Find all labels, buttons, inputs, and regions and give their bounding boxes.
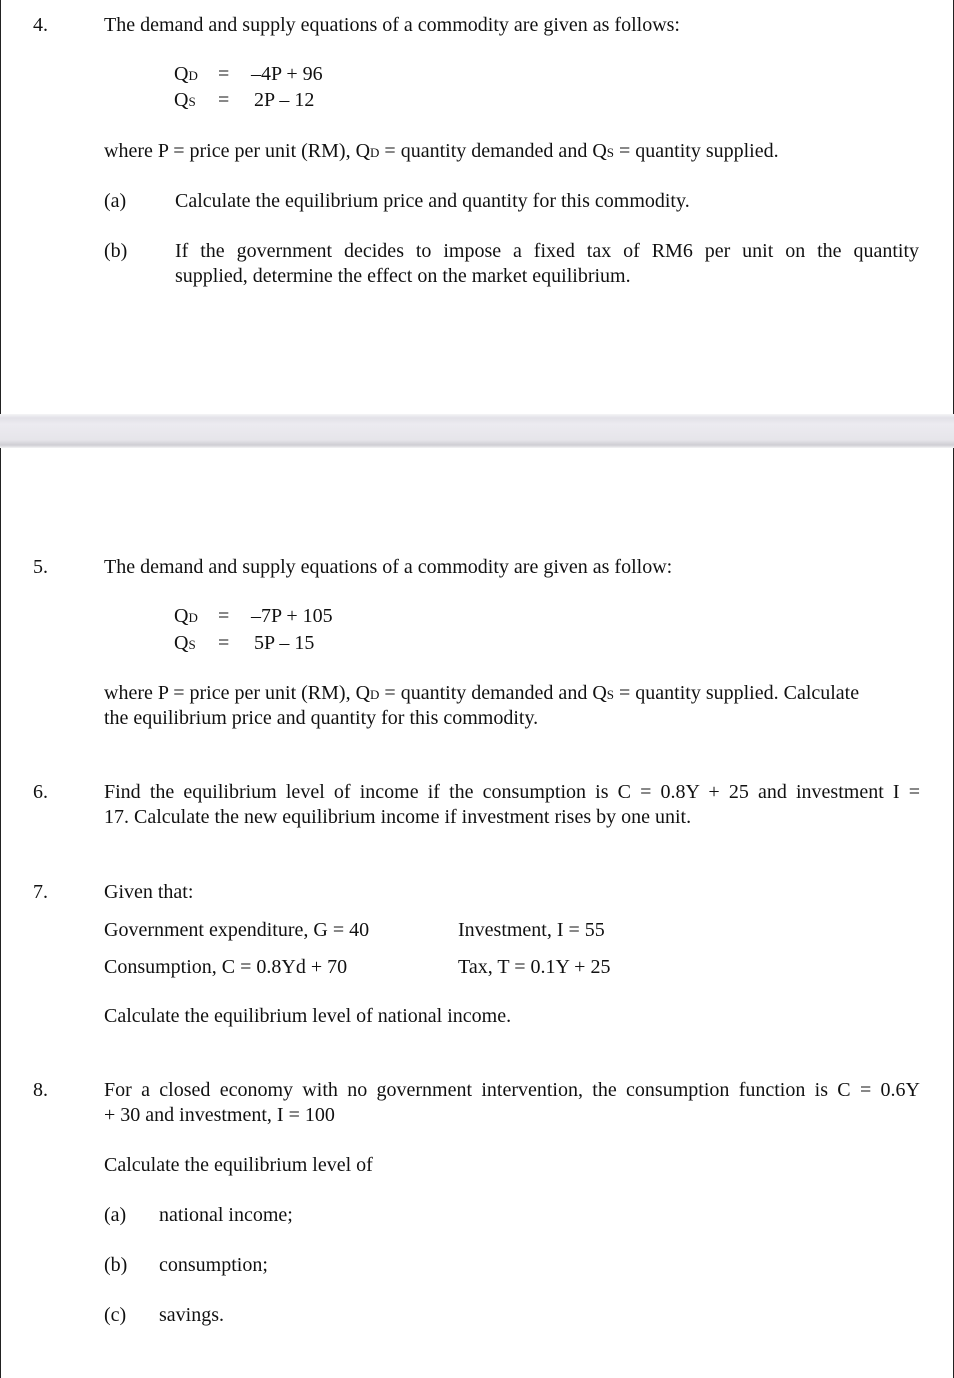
part-text: consumption; [159, 1254, 268, 1276]
given-investment: Investment, I = 55 [458, 919, 605, 941]
equation-demand [174, 604, 198, 630]
eq-sub: S [188, 637, 196, 652]
part-label: (a) [104, 190, 127, 212]
eq-lhs: Q [174, 632, 189, 654]
eq-lhs: Q [174, 605, 189, 627]
page-break [0, 414, 954, 448]
question-intro: The demand and supply equations of a commodity are given as follow: [104, 556, 673, 578]
question-intro: The demand and supply equations of a commodity are given as follows: [104, 14, 680, 36]
eq-sub: D [188, 68, 198, 83]
question-number: 5. [33, 556, 48, 578]
text: = quantity supplied. [614, 140, 779, 162]
part-label: (a) [104, 1204, 127, 1226]
question-line2: the equilibrium price and quantity for this commodity. [104, 707, 539, 729]
eq-lhs: Q [174, 89, 189, 111]
eq-rhs: –4P + 96 [251, 63, 323, 85]
question-number: 8. [33, 1079, 48, 1101]
part-a-text: Calculate the equilibrium price and quantity for this commodity. [175, 190, 690, 212]
part-label: (c) [104, 1304, 127, 1326]
question-line1: For a closed economy with no government intervention, the consumption function is C = 0.6Y [104, 1079, 920, 1101]
page-bottom [0, 448, 954, 1378]
eq-lhs: Q [174, 63, 189, 85]
given-consumption: Consumption, C = 0.8Yd + 70 [104, 956, 348, 978]
question-ask: Calculate the equilibrium level of [104, 1154, 373, 1176]
question-ask: Calculate the equilibrium level of national income. [104, 1005, 512, 1027]
sub: S [606, 145, 614, 160]
question-line2: 17. Calculate the new equilibrium income if investment rises by one unit. [104, 806, 692, 828]
question-line1: Find the equilibrium level of income if the consumption is C = 0.8Y + 25 and investment I = [104, 781, 920, 803]
question-number: 4. [33, 14, 48, 36]
eq-rhs: 5P – 15 [254, 632, 315, 654]
part-text: savings. [159, 1304, 224, 1326]
sub: S [606, 687, 614, 702]
part-b-line2: supplied, determine the effect on the market equilibrium. [175, 265, 631, 287]
eq-sub: D [188, 610, 198, 625]
eq-op: = [218, 632, 230, 654]
eq-rhs: 2P – 12 [254, 89, 315, 111]
given-government: Government expenditure, G = 40 [104, 919, 370, 941]
given-tax: Tax, T = 0.1Y + 25 [458, 956, 611, 978]
equation-supply [174, 631, 196, 657]
text: where P = price per unit (RM), Q [104, 140, 371, 162]
part-label: (b) [104, 1254, 128, 1276]
eq-rhs: –7P + 105 [251, 605, 333, 627]
question-line2: + 30 and investment, I = 100 [104, 1104, 335, 1126]
eq-sub: S [188, 94, 196, 109]
sub: D [370, 145, 380, 160]
sub: D [370, 687, 380, 702]
question-number: 6. [33, 781, 48, 803]
eq-op: = [218, 89, 230, 111]
eq-op: = [218, 605, 230, 627]
text: = quantity demanded and Q [379, 682, 607, 704]
equation-supply [174, 88, 196, 114]
part-text: national income; [159, 1204, 293, 1226]
question-intro: Given that: [104, 881, 194, 903]
part-b-line1: If the government decides to impose a fixed tax of RM6 per unit on the quantity [175, 240, 919, 262]
where-text [104, 681, 859, 707]
part-label: (b) [104, 240, 128, 262]
equation-demand [174, 62, 198, 88]
question-number: 7. [33, 881, 48, 903]
text: where P = price per unit (RM), Q [104, 682, 371, 704]
eq-op: = [218, 63, 230, 85]
where-text [104, 139, 779, 165]
text: = quantity demanded and Q [379, 140, 607, 162]
text: = quantity supplied. Calculate [614, 682, 860, 704]
